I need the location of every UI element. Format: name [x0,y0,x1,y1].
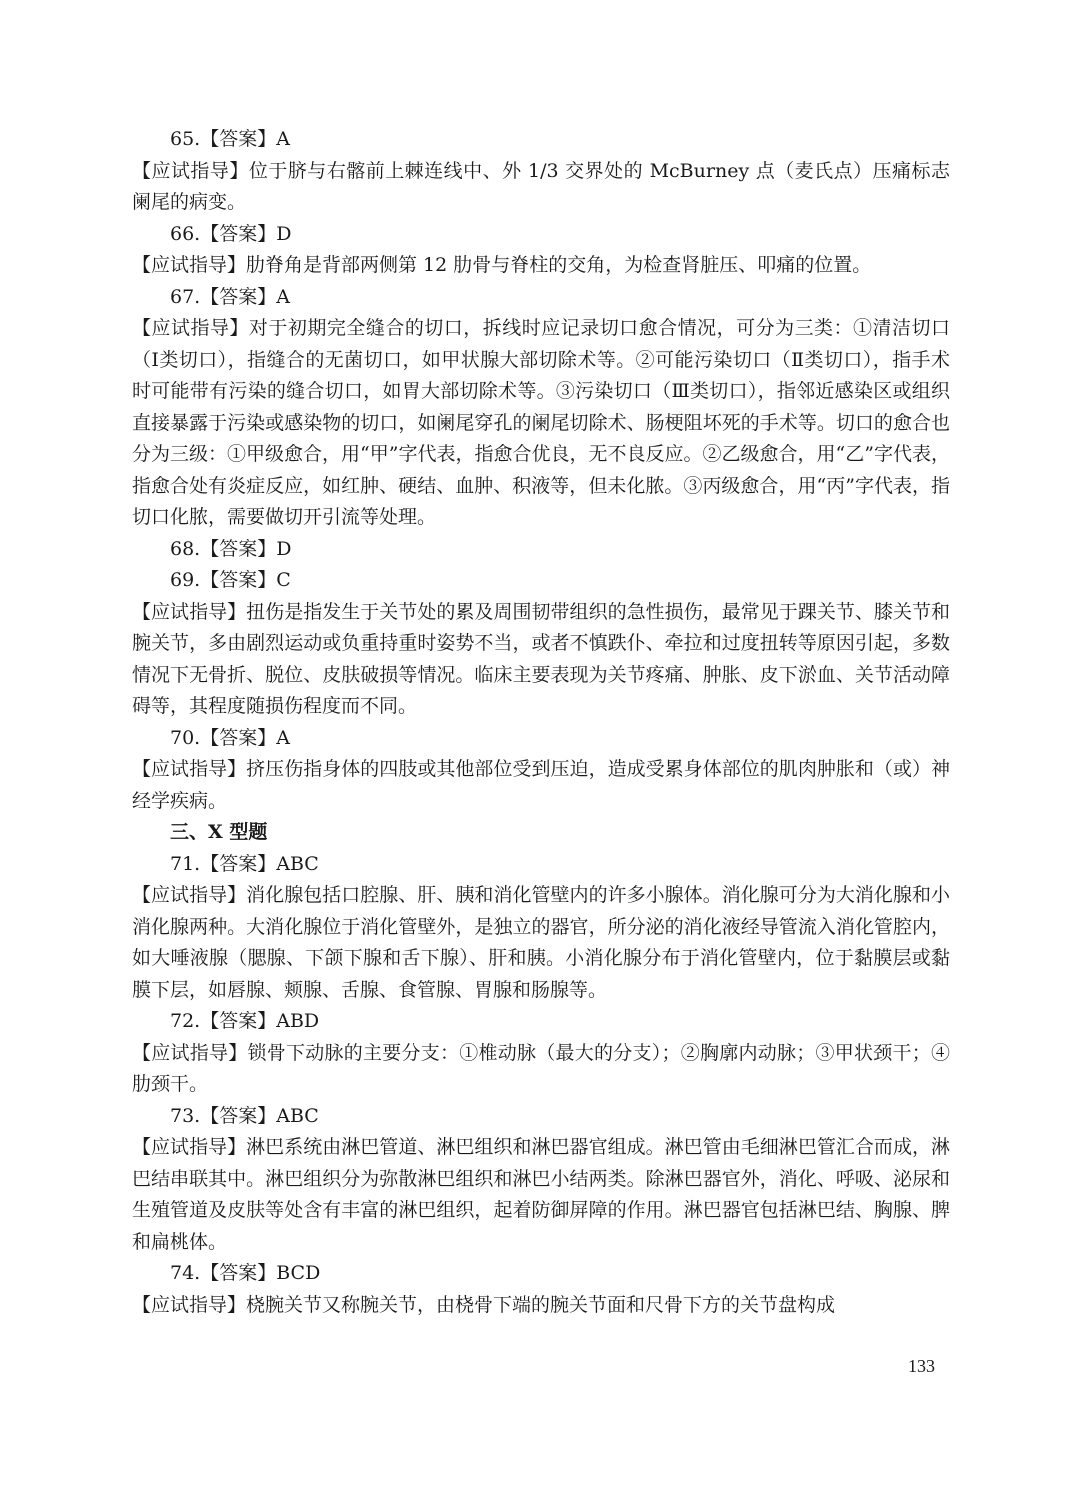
guide-66: 【应试指导】肋脊角是背部两侧第 12 肋骨与脊柱的交角，为检查肾脏压、叩痛的位置。 [132,254,872,276]
answer-73: 73.【答案】ABC [170,1104,319,1127]
section-heading: 三、X 型题 [170,821,268,843]
guide-72: 【应试指导】锁骨下动脉的主要分支：①椎动脉（最大的分支）；②胸廓内动脉；③甲状颈干；④肋颈干。 [132,1041,950,1095]
answer-explanations [132,124,950,1321]
guide-69: 【应试指导】扭伤是指发生于关节处的累及周围韧带组织的急性损伤，最常见于踝关节、膝关节和腕关节，多由剧烈运动或负重持重时姿势不当，或者不慎跌仆、牵拉和过度扭转等原因引起，多数情况下无骨折、脱位、皮肤破损等情况。临床主要表现为关节疼痛、肿胀、皮下淤血、关节活动障碍等，其程度随损伤程度而不同。 [132,600,950,717]
guide-67: 【应试指导】对于初期完全缝合的切口，拆线时应记录切口愈合情况，可分为三类：①清洁切口（Ⅰ类切口），指缝合的无菌切口，如甲状腺大部切除术等。②可能污染切口（Ⅱ类切口），指手术时可能带有污染的缝合切口，如胃大部切除术等。③污染切口（Ⅲ类切口），指邻近感染区或组织直接暴露于污染或感染物的切口，如阑尾穿孔的阑尾切除术、肠梗阻坏死的手术等。切口的愈合也分为三级：①甲级愈合，用“甲”字代表，指愈合优良，无不良反应。②乙级愈合，用“乙”字代表，指愈合处有炎症反应，如红肿、硬结、血肿、积液等，但未化脓。③丙级愈合，用“丙”字代表，指切口化脓，需要做切开引流等处理。 [132,317,950,528]
answer-69: 69.【答案】C [170,569,291,591]
guide-65: 【应试指导】位于脐与右髂前上棘连线中、外 1/3 交界处的 McBurney 点（麦氏点）压痛标志阑尾的病变。 [132,159,950,213]
page-number: 133 [908,1356,935,1376]
answer-74: 74.【答案】BCD [170,1262,321,1284]
guide-73: 【应试指导】淋巴系统由淋巴管道、淋巴组织和淋巴器官组成。淋巴管由毛细淋巴管汇合而成，淋巴结串联其中。淋巴组织分为弥散淋巴组织和淋巴小结两类。除淋巴器官外，消化、呼吸、泌尿和生殖管道及皮肤等处含有丰富的淋巴组织，起着防御屏障的作用。淋巴器官包括淋巴结、胸腺、脾和扁桃体。 [132,1136,950,1253]
answer-71: 71.【答案】ABC [170,852,319,875]
answer-72: 72.【答案】ABD [170,1010,320,1032]
answer-66: 66.【答案】D [170,222,292,245]
guide-74: 【应试指导】桡腕关节又称腕关节，由桡骨下端的腕关节面和尺骨下方的关节盘构成 [132,1293,836,1316]
answer-67: 67.【答案】A [170,285,290,308]
guide-70: 【应试指导】挤压伤指身体的四肢或其他部位受到压迫，造成受累身体部位的肌肉肿胀和（或）神经学疾病。 [132,758,950,812]
answer-68: 68.【答案】D [170,537,292,560]
answer-65: 65.【答案】A [170,128,290,150]
guide-71: 【应试指导】消化腺包括口腔腺、肝、胰和消化管壁内的许多小腺体。消化腺可分为大消化腺和小消化腺两种。大消化腺位于消化管壁外，是独立的器官，所分泌的消化液经导管流入消化管腔内，如大唾液腺（腮腺、下颌下腺和舌下腺）、肝和胰。小消化腺分布于消化管壁内，位于黏膜层或黏膜下层，如唇腺、颊腺、舌腺、食管腺、胃腺和肠腺等。 [132,884,950,1001]
answer-70: 70.【答案】A [170,726,290,749]
